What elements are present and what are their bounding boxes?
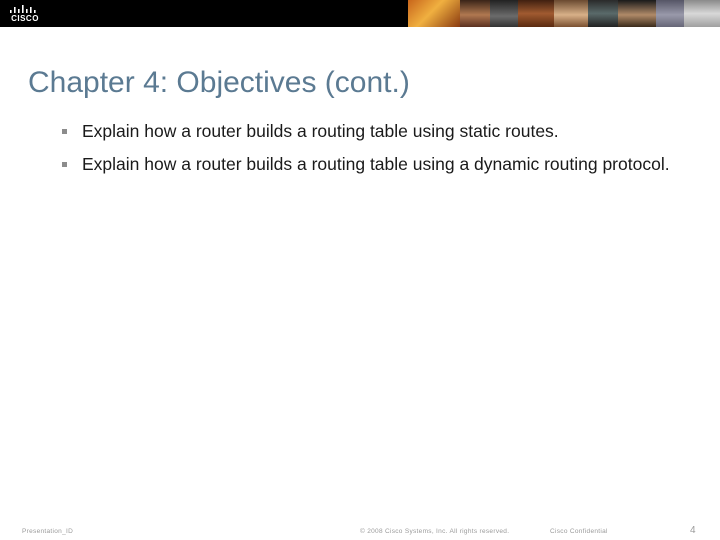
photo-tile <box>656 0 684 27</box>
footer-confidential: Cisco Confidential <box>550 528 608 535</box>
photo-tile <box>460 0 490 27</box>
bullet-text: Explain how a router builds a routing table using static routes. <box>82 121 559 141</box>
page-number: 4 <box>690 525 696 536</box>
photo-tile <box>618 0 656 27</box>
header-bar <box>0 0 720 27</box>
photo-tile <box>518 0 554 27</box>
cisco-bridge-icon <box>8 5 42 14</box>
square-bullet-icon <box>62 162 67 167</box>
photo-tile <box>554 0 588 27</box>
bullet-item <box>62 120 682 143</box>
header-photo-strip <box>408 0 720 27</box>
photo-tile <box>490 0 518 27</box>
cisco-logo <box>8 5 42 23</box>
cisco-logo-text: CISCO <box>11 14 39 23</box>
bullet-item <box>62 153 682 176</box>
footer-presentation-id: Presentation_ID <box>22 528 74 535</box>
bullet-text: Explain how a router builds a routing table using a dynamic routing protocol. <box>82 154 670 174</box>
photo-tile <box>408 0 460 27</box>
photo-tile <box>684 0 720 27</box>
photo-tile <box>588 0 618 27</box>
slide-title: Chapter 4: Objectives (cont.) <box>28 66 410 99</box>
footer-copyright: © 2008 Cisco Systems, Inc. All rights reserved. <box>360 528 510 535</box>
square-bullet-icon <box>62 129 67 134</box>
bullet-list <box>62 120 682 186</box>
